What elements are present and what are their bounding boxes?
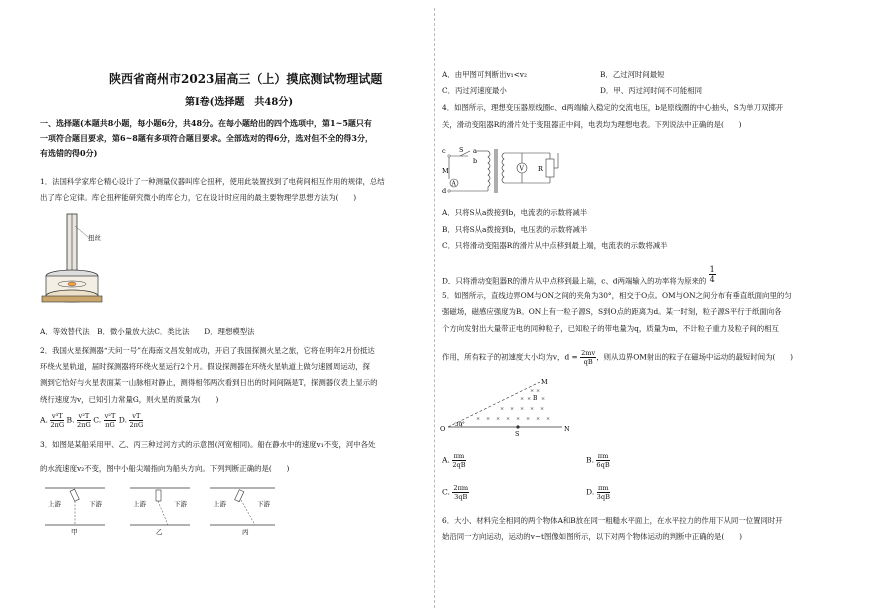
svg-text:a: a: [473, 147, 477, 155]
svg-text:×: ×: [506, 416, 511, 422]
q5-line-4: 作用，所有粒子的初速度大小均为v，d = $\frac{2mv}{qB}$ ，则从边界OM射出的粒子在磁场中运动的最短时间为( ): [442, 349, 794, 366]
svg-text:下游: 下游: [257, 500, 270, 508]
q2-line-1: 2．我国火星探测器“天问一号”在海南文昌发射成功，开启了我国探测火星之旅，它将在明年2月份抵达: [40, 346, 375, 355]
svg-text:d: d: [442, 187, 447, 195]
svg-text:×: ×: [500, 406, 505, 412]
q2-option-a-label: A.: [40, 415, 48, 425]
section-heading: 第Ⅰ卷(选择题 共48分): [185, 97, 294, 108]
instruction-line-2: 一项符合题目要求，第6~8题有多项符合题目要求。全部选对的得6分，选对但不全的得3分，: [40, 133, 373, 143]
svg-text:A: A: [451, 180, 456, 188]
q5-line-1: 5．如图所示，直线边界OM与ON之间的夹角为30°，相交于O点。OM与ON之间分布有垂直纸面向里的匀: [442, 291, 792, 300]
q5-option-b: B. $\frac{\pi m}{6qB}$: [586, 452, 610, 469]
instruction-line-1: 一、选择题(本题共8小题，每小题6分，共48分。在每小题给出的四个选项中，第1~5题只有: [40, 118, 372, 128]
q4-option-c: C．只将滑动变阻器R的滑片从中点移到最上端，电流表的示数将减半: [442, 241, 668, 250]
svg-text:×: ×: [540, 406, 545, 412]
q3-option-d: D．甲、丙过河时间不可能相同: [600, 86, 703, 95]
q5-d-formula: $\frac{2mv}{qB}$: [581, 349, 596, 366]
q1-line-2: 出了库仑定律。库仑扭秤能研究微小的库仑力，它在设计时应用的最主要物理学思想方法为( ): [40, 193, 357, 202]
svg-text:×: ×: [520, 396, 525, 402]
q6-line-1: 6．大小、材料完全相同的两个物体A和B放在同一粗糙水平面上，在水平拉力的作用下从同一位置同时开: [442, 516, 783, 525]
q4-line-1: 4．如图所示，理想变压器原线圈c、d两端输入稳定的交流电压，b是原线圈的中心抽头，S为单刀双掷开: [442, 103, 784, 112]
svg-text:M: M: [442, 167, 449, 175]
svg-text:B: B: [533, 395, 538, 402]
q1-line-1: 1．法国科学家库仑精心设计了一种测量仪器叫库仑扭秤，使用此装置找到了电荷间相互作用的规律，总结: [40, 177, 385, 186]
q2-option-d-label: D.: [118, 415, 128, 425]
svg-text:O: O: [440, 425, 446, 433]
crossing-bing: [210, 488, 275, 536]
q2-option-d-value: $\frac{vT}{2\pi G}$: [129, 412, 144, 429]
q5-option-c: C. $\frac{2\pi m}{3qB}$: [442, 484, 469, 501]
exam-title: 陕西省商州市2023届高三（上）摸底测试物理试题: [109, 72, 383, 86]
q4-line-2: 关，滑动变阻器R的滑片处于变阻器正中间，电表均为理想电表。下列说法中正确的是( ): [442, 120, 742, 129]
q3-option-a: A．由甲图可判断出v₁<v₂: [442, 70, 527, 79]
q5-line-2: 强磁场，磁感应强度为B。ON上有一粒子源S，S到O点的距离为d。某一时刻，粒子源S平行于纸面向各: [442, 307, 782, 316]
svg-text:×: ×: [546, 416, 551, 422]
q3-line-1: 3．如图是某船采用甲、乙、丙三种过河方式的示意图(河宽相同)。船在静水中的速度v₁不变，河中各处: [40, 440, 376, 449]
column-divider: [434, 8, 435, 608]
instruction-line-3: 有选错的得0分): [40, 148, 98, 158]
svg-text:×: ×: [536, 416, 541, 422]
svg-text:c: c: [442, 147, 446, 155]
q3-option-c: C．丙过河速度最小: [442, 86, 507, 95]
q2-line-4: 绕行速度为v，已知引力常量G，则火星的质量为( ): [40, 395, 219, 404]
svg-text:×: ×: [530, 388, 535, 394]
q2-option-a-value: $\frac{\text{v³T}}{2\pi G}$: [50, 412, 65, 429]
q2-options: [40, 412, 143, 429]
q2-option-c-value: $\frac{\text{v²T}}{\pi G}$: [104, 412, 116, 429]
q2-option-c-label: C.: [93, 415, 102, 425]
crossing-label-bing: 丙: [242, 528, 249, 536]
svg-text:M: M: [541, 378, 548, 386]
svg-text:R: R: [538, 165, 543, 173]
q1-options: A．等效替代法 B．微小量放大法C．类比法 D．理想模型法: [40, 327, 255, 336]
q2-line-2: 环绕火星轨道，届时探测器将环绕火星运行2个月。假设探测器在环绕火星轨道上做匀速圆周运动，探: [40, 362, 370, 371]
svg-text:V: V: [519, 165, 524, 173]
svg-text:S: S: [515, 430, 520, 438]
q4-option-b: B．只将S从a拨接到b，电压表的示数将减半: [442, 225, 588, 234]
svg-text:S: S: [459, 146, 464, 154]
q3-option-b: B．乙过河时间最短: [600, 70, 665, 79]
magnetic-field-figure: [440, 372, 580, 438]
q4-option-d: D．只将滑动变阻器R的滑片从中点移到最上端，c、d两端输入的功率将为原来的 $\frac{1}{4}$: [442, 265, 715, 286]
svg-text:×: ×: [526, 416, 531, 422]
svg-text:×: ×: [496, 416, 501, 422]
svg-text:上游: 上游: [133, 500, 146, 508]
svg-text:下游: 下游: [89, 500, 102, 508]
crossing-label-jia: 甲: [71, 528, 78, 536]
q5-option-a: A. $\frac{\pi m}{2qB}$: [442, 452, 466, 469]
q5-option-d: D. $\frac{\pi m}{3qB}$: [586, 484, 610, 501]
svg-text:×: ×: [530, 406, 535, 412]
svg-text:×: ×: [536, 388, 541, 394]
river-crossing-figure: [40, 480, 290, 536]
svg-text:×: ×: [476, 416, 481, 422]
svg-text:N: N: [564, 425, 570, 433]
torsion-wire-label: 扭丝: [88, 234, 101, 242]
q4-option-d-fraction: $\frac{1}{4}$: [709, 265, 715, 284]
svg-text:上游: 上游: [213, 500, 226, 508]
q6-line-2: 始沿同一方向运动，运动的v−t图像如图所示，以下对两个物体运动的判断中正确的是( ): [442, 532, 742, 541]
q5-line-3: 个方向发射出大量带正电的同种粒子，已知粒子的带电量为q，质量为m，不计粒子重力及粒子间的相互: [442, 324, 779, 333]
crossing-yi: [130, 488, 190, 536]
svg-text:×: ×: [510, 406, 515, 412]
crossing-jia: [45, 488, 105, 536]
svg-text:上游: 上游: [48, 500, 61, 508]
svg-text:下游: 下游: [174, 500, 187, 508]
q2-line-3: 测到它恰好与火星表面某一山脉相对静止，测得相邻两次看到日出的时间间隔是T，探测器仪表上显示的: [40, 378, 378, 387]
svg-text:×: ×: [541, 396, 546, 402]
svg-text:×: ×: [486, 416, 491, 422]
q2-option-b-label: B.: [66, 415, 75, 425]
q3-line-2: 的水流速度v₂不变，图中小船尖端指向为船头方向。下列判断正确的是( ): [40, 464, 290, 473]
torsion-balance-figure: [40, 210, 120, 310]
svg-text:b: b: [473, 157, 478, 165]
q2-option-b-value: $\frac{\text{v²T}}{2\pi G}$: [76, 412, 91, 429]
svg-text:30°: 30°: [455, 422, 465, 428]
transformer-circuit-figure: [440, 143, 570, 198]
crossing-label-yi: 乙: [156, 528, 163, 536]
svg-text:×: ×: [520, 406, 525, 412]
svg-text:×: ×: [527, 396, 532, 402]
q4-option-a: A．只将S从a拨接到b，电流表的示数将减半: [442, 208, 588, 217]
svg-text:×: ×: [516, 416, 521, 422]
